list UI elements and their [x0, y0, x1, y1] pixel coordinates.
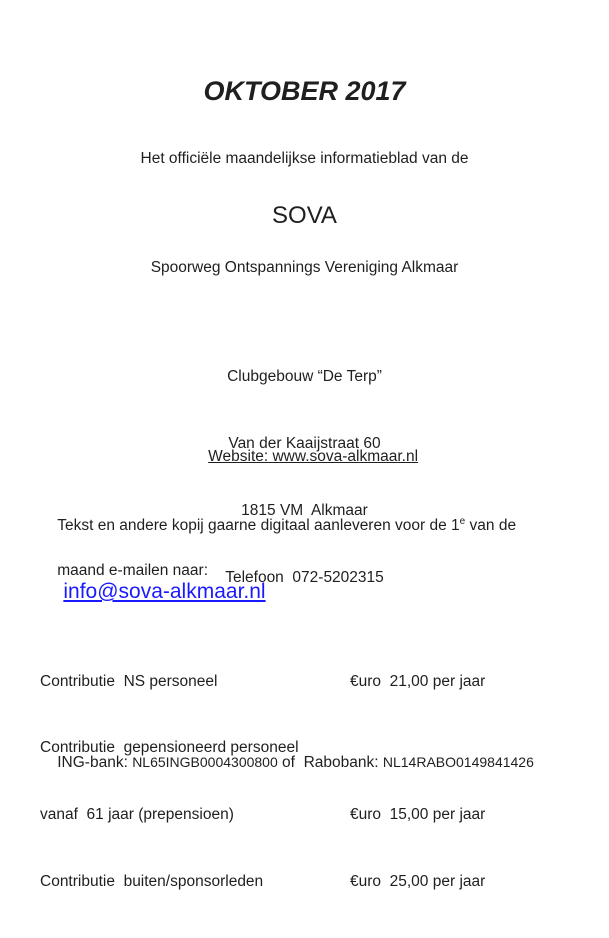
address-street: Van der Kaaijstraat 60	[228, 435, 381, 453]
address-building: Clubgebouw “De Terp”	[227, 367, 382, 385]
rabobank-iban: NL14RABO0149841426	[382, 754, 534, 770]
contribution-label: vanaf 61 jaar (prepensioen)	[40, 806, 234, 824]
email-line	[40, 556, 266, 628]
email-link[interactable]: info@sova-alkmaar.nl	[63, 580, 266, 603]
contribution-amount: €uro 15,00 per jaar	[350, 806, 486, 824]
table-row	[40, 671, 580, 693]
organization-abbreviation: SOVA	[272, 202, 337, 229]
contribution-amount: €uro 25,00 per jaar	[350, 873, 486, 891]
website-link[interactable]: Website: www.sova-alkmaar.nl	[208, 448, 419, 465]
address-postal-city: 1815 VM Alkmaar	[241, 502, 368, 520]
kopij-superscript: e	[459, 516, 466, 528]
contribution-amount: €uro 21,00 per jaar	[350, 672, 486, 690]
table-row	[40, 871, 580, 893]
table-row	[40, 804, 580, 826]
ing-bank-label: ING-bank:	[57, 754, 133, 771]
newsletter-subtitle: Het officiële maandelijkse informatieblad van de	[140, 150, 469, 167]
page-title: OKTOBER 2017	[203, 76, 406, 106]
bank-connector: of Rabobank:	[277, 754, 383, 771]
ing-iban: NL65INGB0004300800	[132, 754, 278, 770]
kopij-text-line1-tail: van de	[465, 517, 517, 535]
website-line	[0, 430, 609, 484]
contribution-label: Contributie buiten/sponsorleden	[40, 873, 264, 891]
kopij-text-line2: maand e-mailen naar:	[57, 562, 209, 580]
kopij-text-line1: Tekst en andere kopij gaarne digitaal aanleveren voor de 1	[57, 517, 460, 535]
bank-accounts-line	[40, 736, 600, 790]
contribution-label: Contributie gepensioneerd personeel	[40, 739, 299, 757]
address-phone: Telefoon 072-5202315	[225, 569, 384, 587]
contribution-label: Contributie NS personeel	[40, 672, 218, 690]
organization-name: Spoorweg Ontspannings Vereniging Alkmaar	[150, 259, 459, 276]
